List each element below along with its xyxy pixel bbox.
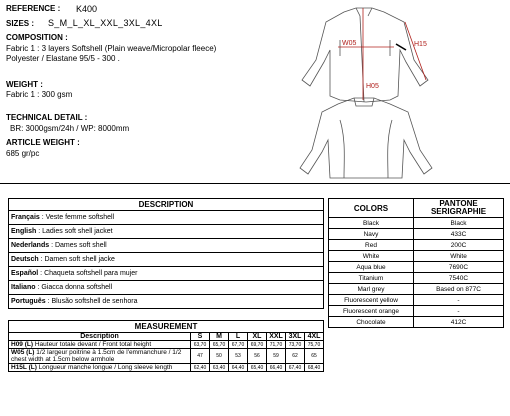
measurement-row bbox=[9, 341, 324, 349]
pantone-title: PANTONE SERIGRAPHIE bbox=[414, 199, 504, 218]
h05-label: H05 bbox=[366, 83, 379, 90]
color-row bbox=[329, 284, 504, 295]
measurement-value: 69,70 bbox=[248, 341, 267, 349]
description-row bbox=[9, 295, 324, 309]
measurement-value: 62,40 bbox=[191, 364, 210, 372]
description-text: : Damen soft shell jacke bbox=[38, 256, 115, 263]
color-name: Red bbox=[329, 240, 414, 251]
size-header: XL bbox=[248, 333, 267, 341]
size-header: 3XL bbox=[286, 333, 305, 341]
description-text: : Blusão softshell de senhora bbox=[45, 298, 138, 305]
language-label: Nederlands bbox=[11, 242, 50, 249]
measurement-value: 66,40 bbox=[267, 364, 286, 372]
color-row bbox=[329, 295, 504, 306]
h15-measure-line bbox=[405, 22, 426, 80]
description-text: : Veste femme softshell bbox=[39, 214, 115, 221]
measurement-description: 1/2 largeur poitrine à 1.5cm de l'emmanchure / 1/2 chest width at 1.5cm below armhole bbox=[11, 349, 182, 363]
section-divider bbox=[0, 183, 510, 184]
technical-label: TECHNICAL DETAIL : bbox=[6, 113, 88, 122]
composition-line2: Polyester / Elastane 95/5 - 300 . bbox=[6, 54, 120, 63]
measurement-table bbox=[8, 320, 324, 372]
measurement-value: 67,40 bbox=[286, 364, 305, 372]
color-row bbox=[329, 317, 504, 328]
description-row bbox=[9, 211, 324, 225]
size-header: 4XL bbox=[305, 333, 324, 341]
color-name: Navy bbox=[329, 229, 414, 240]
measurement-value: 56 bbox=[248, 349, 267, 364]
pantone-code: Black bbox=[414, 218, 504, 229]
measurement-desc-header: Description bbox=[9, 333, 191, 341]
article-weight-label: ARTICLE WEIGHT : bbox=[6, 138, 80, 147]
measurement-value: 71,70 bbox=[267, 341, 286, 349]
sizes-label: SIZES : bbox=[6, 19, 35, 28]
measurement-value: 64,40 bbox=[229, 364, 248, 372]
description-title: DESCRIPTION bbox=[9, 199, 324, 211]
reference-label: REFERENCE : bbox=[6, 4, 61, 13]
measurement-value: 50 bbox=[210, 349, 229, 364]
description-text: : Dames soft shell bbox=[49, 242, 107, 249]
colors-table bbox=[328, 198, 504, 328]
article-weight-value: 685 gr/pc bbox=[6, 149, 40, 158]
size-header: M bbox=[210, 333, 229, 341]
measurement-title: MEASUREMENT bbox=[9, 321, 324, 333]
colors-title: COLORS bbox=[329, 199, 414, 218]
color-name: Chocolate bbox=[329, 317, 414, 328]
language-label: Italiano bbox=[11, 284, 36, 291]
weight-label: WEIGHT : bbox=[6, 80, 43, 89]
h15-label: H15 bbox=[414, 41, 427, 48]
description-row bbox=[9, 267, 324, 281]
color-name: Black bbox=[329, 218, 414, 229]
measurement-value: 53 bbox=[229, 349, 248, 364]
color-row bbox=[329, 273, 504, 284]
pantone-code: 7690C bbox=[414, 262, 504, 273]
jacket-sketch bbox=[268, 0, 468, 184]
color-row bbox=[329, 229, 504, 240]
color-name: Fluorescent yellow bbox=[329, 295, 414, 306]
measurement-value: 65 bbox=[305, 349, 324, 364]
description-row bbox=[9, 253, 324, 267]
color-row bbox=[329, 218, 504, 229]
pantone-code: - bbox=[414, 295, 504, 306]
sizes-value: S_M_L_XL_XXL_3XL_4XL bbox=[48, 18, 163, 28]
weight-value: Fabric 1 : 300 gsm bbox=[6, 90, 73, 99]
measurement-code: H09 (L) bbox=[11, 341, 34, 348]
pantone-code: White bbox=[414, 251, 504, 262]
measurement-value: 47 bbox=[191, 349, 210, 364]
pantone-code: 200C bbox=[414, 240, 504, 251]
measurement-code: H15L (L) bbox=[11, 364, 37, 371]
pantone-code: 433C bbox=[414, 229, 504, 240]
description-row bbox=[9, 281, 324, 295]
composition-label: COMPOSITION : bbox=[6, 33, 68, 42]
description-row bbox=[9, 239, 324, 253]
composition-line1: Fabric 1 : 3 layers Softshell (Plain weave/Micropolar fleece) bbox=[6, 44, 217, 53]
front-jacket-outline bbox=[302, 8, 428, 102]
size-header: XXL bbox=[267, 333, 286, 341]
description-text: : Ladies soft shell jacket bbox=[36, 228, 113, 235]
description-row bbox=[9, 225, 324, 239]
measurement-row bbox=[9, 349, 324, 364]
pantone-code: - bbox=[414, 306, 504, 317]
w05-label: W05 bbox=[342, 40, 357, 47]
measurement-value: 63,70 bbox=[191, 341, 210, 349]
color-name: White bbox=[329, 251, 414, 262]
color-name: Aqua blue bbox=[329, 262, 414, 273]
color-name: Marl grey bbox=[329, 284, 414, 295]
description-text: : Chaqueta softshell para mujer bbox=[38, 270, 138, 277]
measurement-value: 67,70 bbox=[229, 341, 248, 349]
language-label: Deutsch bbox=[11, 256, 39, 263]
measurement-value: 63,40 bbox=[210, 364, 229, 372]
color-row bbox=[329, 262, 504, 273]
pantone-code: 412C bbox=[414, 317, 504, 328]
description-table bbox=[8, 198, 324, 309]
language-label: English bbox=[11, 228, 37, 235]
measurement-code: W05 (L) bbox=[11, 349, 35, 356]
technical-value: BR: 3000gsm/24h / WP: 8000mm bbox=[10, 124, 130, 133]
size-header: S bbox=[191, 333, 210, 341]
pantone-code: 7540C bbox=[414, 273, 504, 284]
description-text: : Giacca donna softshell bbox=[35, 284, 113, 291]
back-jacket-outline bbox=[300, 98, 432, 178]
color-name: Titanium bbox=[329, 273, 414, 284]
color-row bbox=[329, 240, 504, 251]
measurement-value: 73,70 bbox=[286, 341, 305, 349]
measurement-value: 62 bbox=[286, 349, 305, 364]
measurement-value: 59 bbox=[267, 349, 286, 364]
measurement-row bbox=[9, 364, 324, 372]
size-header: L bbox=[229, 333, 248, 341]
measurement-value: 65,40 bbox=[248, 364, 267, 372]
measurement-value: 68,40 bbox=[305, 364, 324, 372]
color-name: Fluorescent orange bbox=[329, 306, 414, 317]
language-label: Français bbox=[11, 214, 40, 221]
measurement-description: Hauteur totale devant / Front total height bbox=[33, 341, 152, 348]
reference-value: K400 bbox=[76, 4, 98, 14]
pantone-code: Based on 877C bbox=[414, 284, 504, 295]
color-row bbox=[329, 306, 504, 317]
measurement-value: 65,70 bbox=[210, 341, 229, 349]
measurement-value: 75,70 bbox=[305, 341, 324, 349]
language-label: Español bbox=[11, 270, 39, 277]
language-label: Português bbox=[11, 298, 46, 305]
measurement-description: Longueur manche longue / Long sleeve length bbox=[36, 364, 173, 371]
color-row bbox=[329, 251, 504, 262]
